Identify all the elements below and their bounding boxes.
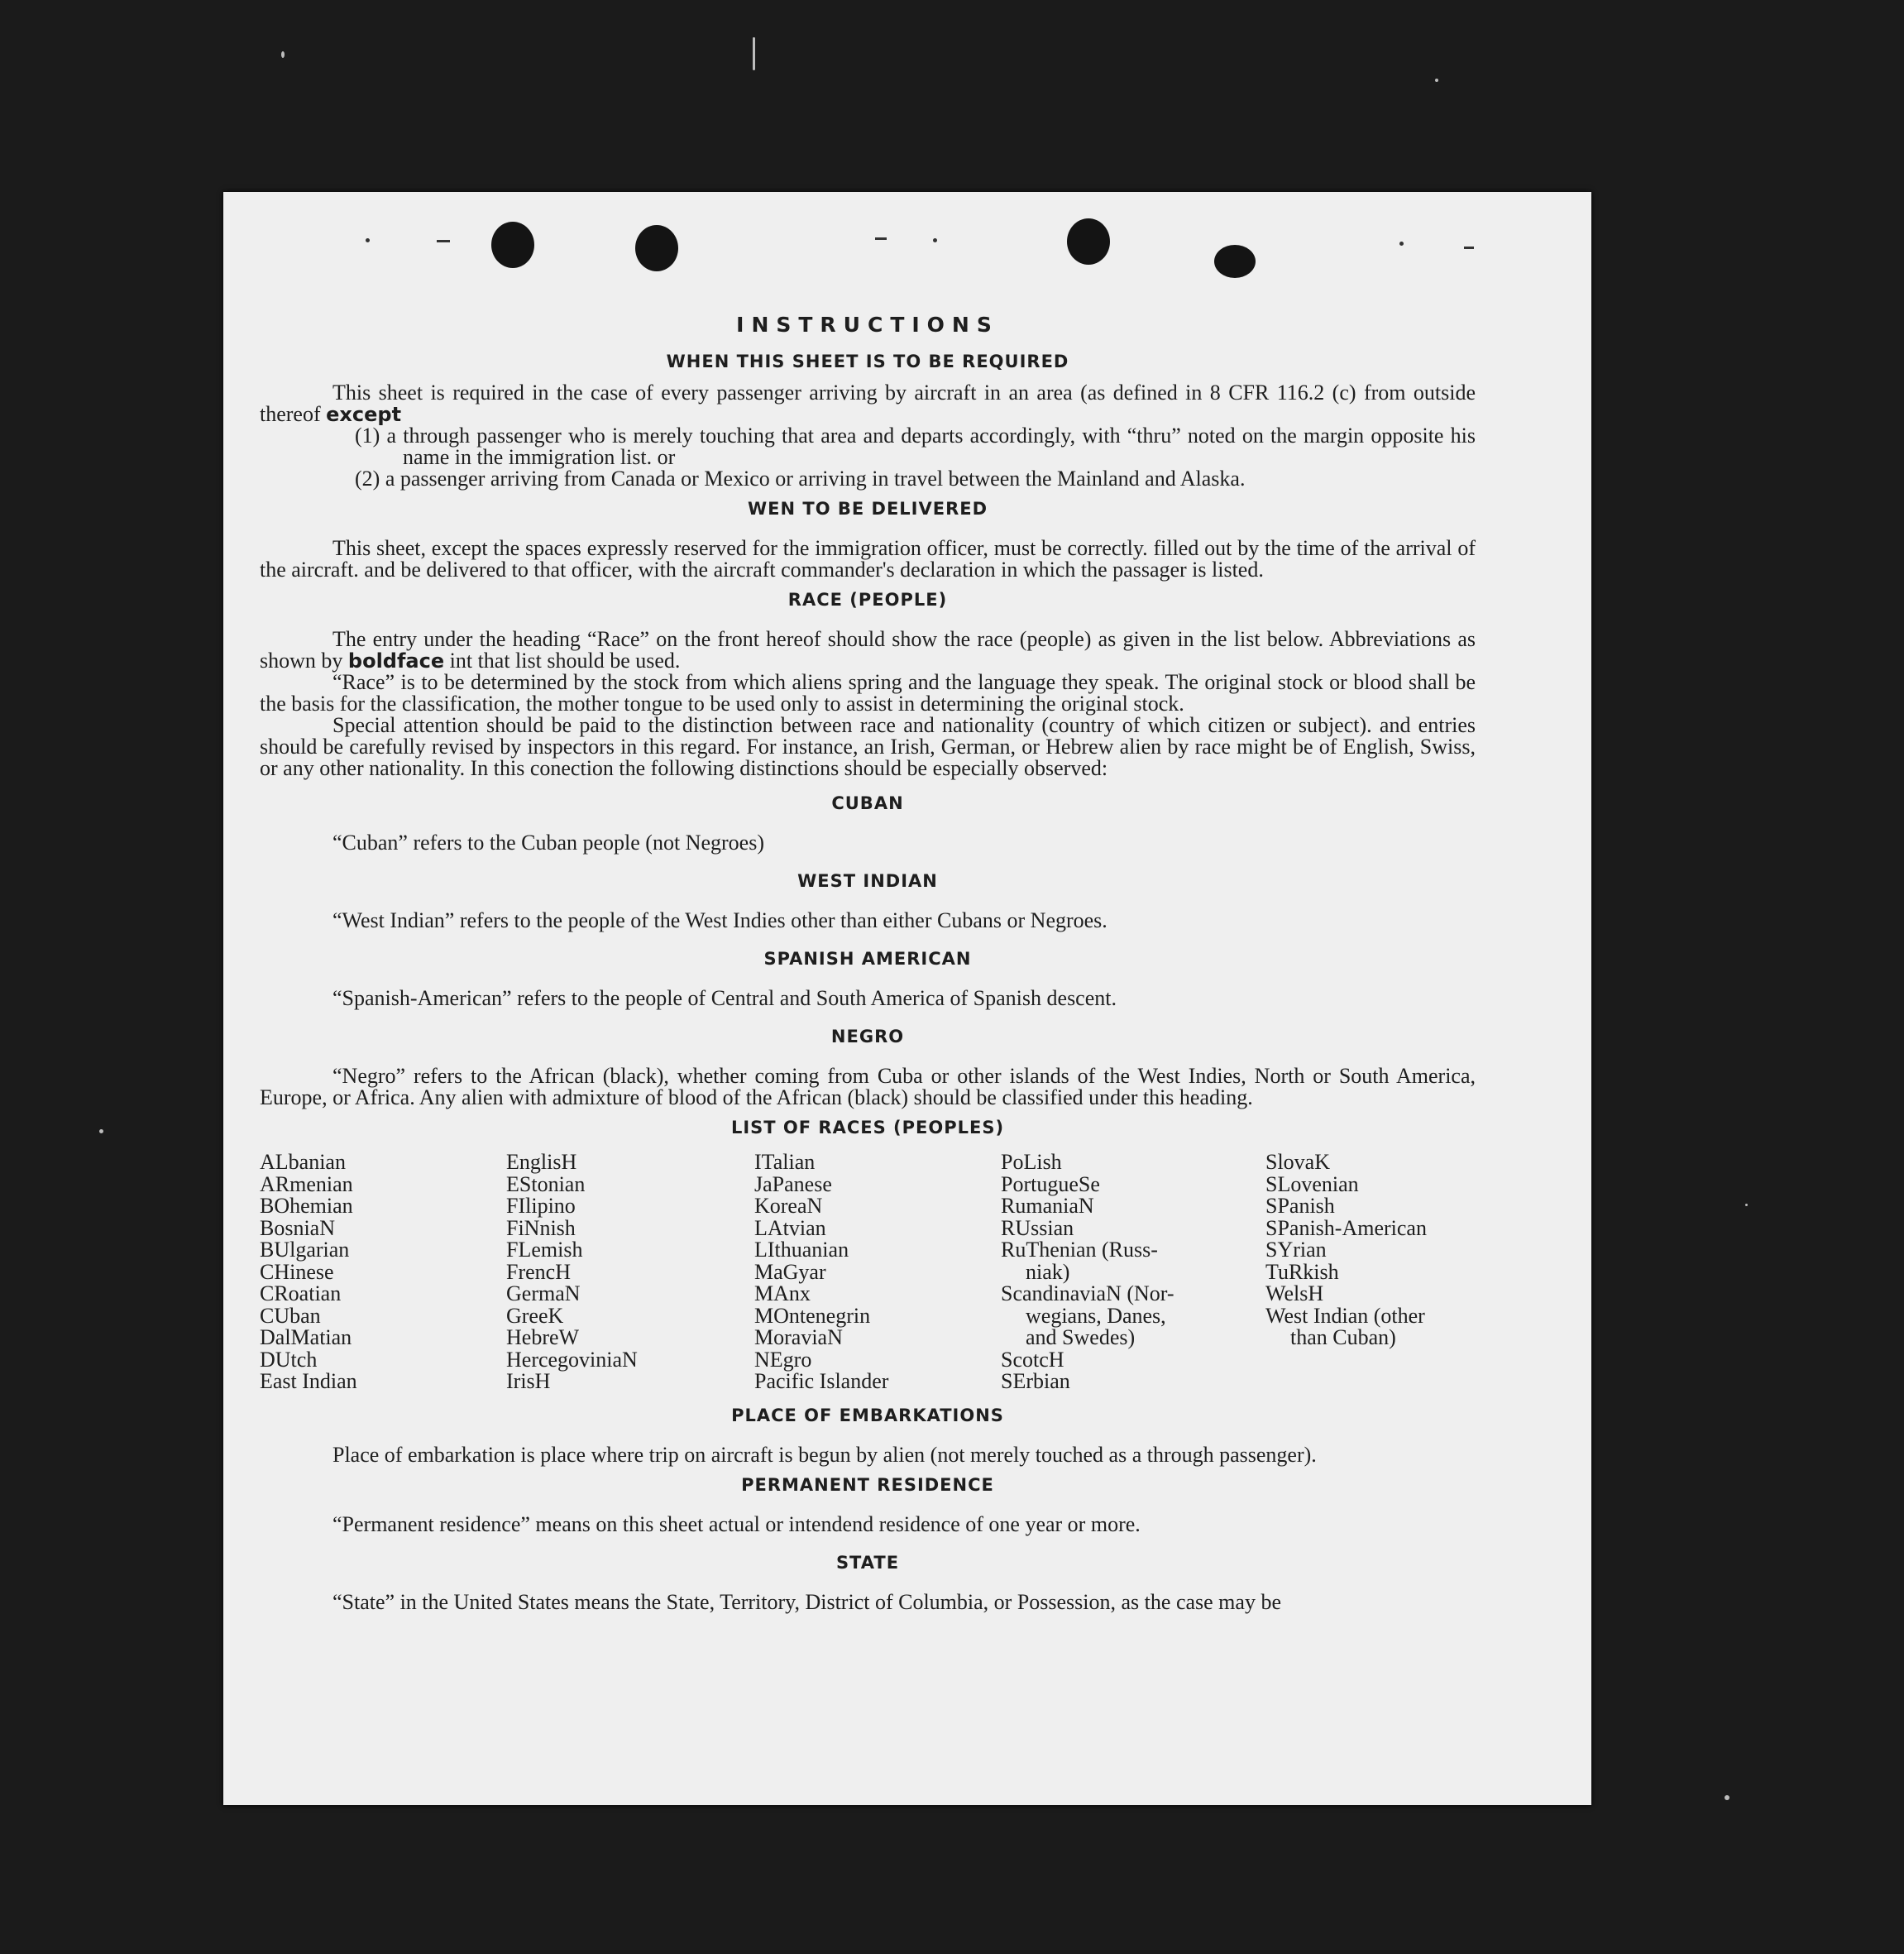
race-entry: East Indian <box>260 1369 357 1393</box>
race-entry: MoraviaN <box>754 1325 843 1349</box>
race-entry: LIthuanian <box>754 1238 849 1262</box>
except-bold: except <box>326 403 402 426</box>
exception-item-2: (2) a passenger arriving from Canada or Mexico or arriving in travel between the Mainland and Alaska. <box>355 467 1246 491</box>
heading-when-delivered: WEN TO BE DELIVERED <box>747 499 988 519</box>
race-entry: LAtvian <box>754 1215 826 1240</box>
race-entry: EnglisH <box>506 1150 577 1174</box>
race-entry: PortugueSe <box>1001 1171 1100 1196</box>
race-entry: SYrian <box>1265 1238 1327 1262</box>
exception-item-1: (1) a through passenger who is merely touching that area and departs accordingly, with “thru” noted on the margin opposite his name in the immigration list. or <box>355 424 1476 469</box>
race-entry: FLemish <box>506 1238 583 1262</box>
race-entry: BOhemian <box>260 1194 353 1218</box>
race-entry: MOntenegrin <box>754 1303 871 1328</box>
race-paragraph-1: The entry under the heading “Race” on the front hereof should show the race (people) as given in the list below. Abbreviations as shown by boldface int that list should be used. <box>260 627 1476 673</box>
race-entry: ScandinaviaN (Nor- <box>1001 1281 1174 1305</box>
race-entry: CUban <box>260 1303 321 1328</box>
when-required-intro: This sheet is required in the case of every passenger arriving by aircraft in an area (as defined in 8 CFR 116.2 (c) from outside thereof except <box>260 381 1476 426</box>
race-entry: SLovenian <box>1265 1171 1359 1196</box>
race-entry: RuThenian (Russ- <box>1001 1238 1158 1262</box>
race-entry: and Swedes) <box>1026 1325 1136 1349</box>
punch-hole <box>1067 218 1110 265</box>
race-entry: SPanish <box>1265 1194 1335 1218</box>
race-entry: CRoatian <box>260 1281 342 1305</box>
race-entry: wegians, Danes, <box>1026 1303 1166 1328</box>
instruction-sheet <box>223 192 1591 1805</box>
race-entry: IrisH <box>506 1369 551 1393</box>
film-speck <box>99 1129 103 1133</box>
race-entry: FiNnish <box>506 1215 576 1240</box>
heading-embarkation: PLACE OF EMBARKATIONS <box>731 1405 1004 1425</box>
race-entry: GreeK <box>506 1303 564 1328</box>
race-entry: KoreaN <box>754 1194 823 1218</box>
races-column-3 <box>754 1152 1001 1393</box>
race-entry: RUssian <box>1001 1215 1074 1240</box>
race-entry: RumaniaN <box>1001 1194 1094 1218</box>
race-entry: CHinese <box>260 1259 334 1284</box>
negro-body: “Negro” refers to the African (black), whether coming from Cuba or other islands of the West Indies, North or South America, Europe, or Africa. Any alien with admixture of blood of the African (black) should be classified under this heading. <box>260 1064 1476 1109</box>
punch-mark <box>366 238 370 242</box>
heading-when-required: WHEN THIS SHEET IS TO BE REQUIRED <box>666 352 1069 371</box>
race-entry: WelsH <box>1265 1281 1324 1305</box>
when-delivered-body: This sheet, except the spaces expressly reserved for the immigration officer, must be correctly. filled out by the time of the arrival of the aircraft. and be delivered to that officer, with the aircraft commander's declaration in which the passager is listed. <box>260 536 1476 582</box>
race-entry: West Indian (other <box>1265 1303 1425 1328</box>
races-column-1 <box>260 1152 506 1393</box>
west-indian-body: “West Indian” refers to the people of the West Indies other than either Cubans or Negroes. <box>332 908 1107 932</box>
race-entry: NEgro <box>754 1347 812 1372</box>
punch-hole <box>635 225 678 271</box>
punch-hole <box>491 222 534 268</box>
heading-state: STATE <box>835 1552 900 1573</box>
film-speck <box>281 51 285 58</box>
race-entry: DUtch <box>260 1347 318 1372</box>
spanish-american-body: “Spanish-American” refers to the people of Central and South America of Spanish descent. <box>332 986 1117 1010</box>
film-speck <box>1745 1204 1748 1206</box>
heading-west-indian: WEST INDIAN <box>797 871 938 891</box>
race-entry: HercegoviniaN <box>506 1347 638 1372</box>
state-body: “State” in the United States means the State, Territory, District of Columbia, or Possession, as the case may be <box>332 1589 1281 1614</box>
boldface-bold: boldface <box>347 649 445 673</box>
race-entry: SPanish-American <box>1265 1215 1427 1240</box>
heading-permanent-residence: PERMANENT RESIDENCE <box>741 1474 994 1495</box>
race-entry: ScotcH <box>1001 1347 1064 1372</box>
punch-hole <box>1214 245 1256 278</box>
heading-list-of-races: LIST OF RACES (PEOPLES) <box>730 1118 1005 1137</box>
races-column-4 <box>1001 1152 1265 1393</box>
race-entry: FIlipino <box>506 1194 576 1218</box>
film-speck <box>1435 79 1438 82</box>
race-entry: HebreW <box>506 1325 580 1349</box>
race-entry: SlovaK <box>1265 1150 1330 1174</box>
instructions-content <box>260 314 1476 1613</box>
race-entry: TuRkish <box>1265 1259 1339 1284</box>
race-entry: BUlgarian <box>260 1238 350 1262</box>
permanent-residence-body: “Permanent residence” means on this sheet actual or intendend residence of one year or more. <box>332 1511 1141 1536</box>
race-entry: DalMatian <box>260 1325 352 1349</box>
embarkation-body: Place of embarkation is place where trip on aircraft is begun by alien (not merely touched as a through passenger). <box>332 1442 1317 1467</box>
race-entry: SErbian <box>1001 1369 1070 1393</box>
race-entry: FrencH <box>506 1259 571 1284</box>
race-paragraph-2: “Race” is to be determined by the stock from which aliens spring and the language they speak. The original stock or blood shall be the basis for the classification, the mother tongue to be used only to assist in determining the original stock. <box>260 670 1476 716</box>
race-entry: ARmenian <box>260 1171 353 1196</box>
punch-mark <box>875 237 887 240</box>
punch-mark <box>1464 247 1474 249</box>
punch-mark <box>437 240 450 242</box>
heading-spanish-american: SPANISH AMERICAN <box>763 949 972 969</box>
races-column-5 <box>1265 1152 1476 1393</box>
heading-cuban: CUBAN <box>831 793 904 813</box>
races-column-2 <box>506 1152 754 1393</box>
film-speck <box>1725 1795 1729 1800</box>
document-title: INSTRUCTIONS <box>736 313 999 337</box>
race-entry: Pacific Islander <box>754 1369 889 1393</box>
heading-race: RACE (PEOPLE) <box>787 590 948 610</box>
race-paragraph-3: Special attention should be paid to the distinction between race and nationality (country of which citizen or subject). and entries should be carefully revised by inspectors in this regard. For instance, an Irish, German, or Hebrew alien by race might be of English, Swiss, or any other nationality. In this conection the following distinctions should be especially observed: <box>260 713 1476 780</box>
film-speck <box>753 37 755 70</box>
race-entry: PoLish <box>1001 1150 1062 1174</box>
race-entry: MAnx <box>754 1281 811 1305</box>
cuban-body: “Cuban” refers to the Cuban people (not Negroes) <box>332 831 764 855</box>
race-entry: GermaN <box>506 1281 581 1305</box>
race-entry: EStonian <box>506 1171 586 1196</box>
race-entry: JaPanese <box>754 1171 832 1196</box>
heading-negro: NEGRO <box>830 1027 905 1046</box>
race-entry: than Cuban) <box>1290 1325 1396 1349</box>
race-entry: ALbanian <box>260 1150 346 1174</box>
races-list <box>260 1152 1476 1393</box>
punch-mark <box>933 238 937 242</box>
race-entry: ITalian <box>754 1150 816 1174</box>
race-entry: MaGyar <box>754 1259 826 1284</box>
punch-mark <box>1399 242 1404 246</box>
race-entry: niak) <box>1026 1259 1070 1284</box>
race-entry: BosniaN <box>260 1215 335 1240</box>
